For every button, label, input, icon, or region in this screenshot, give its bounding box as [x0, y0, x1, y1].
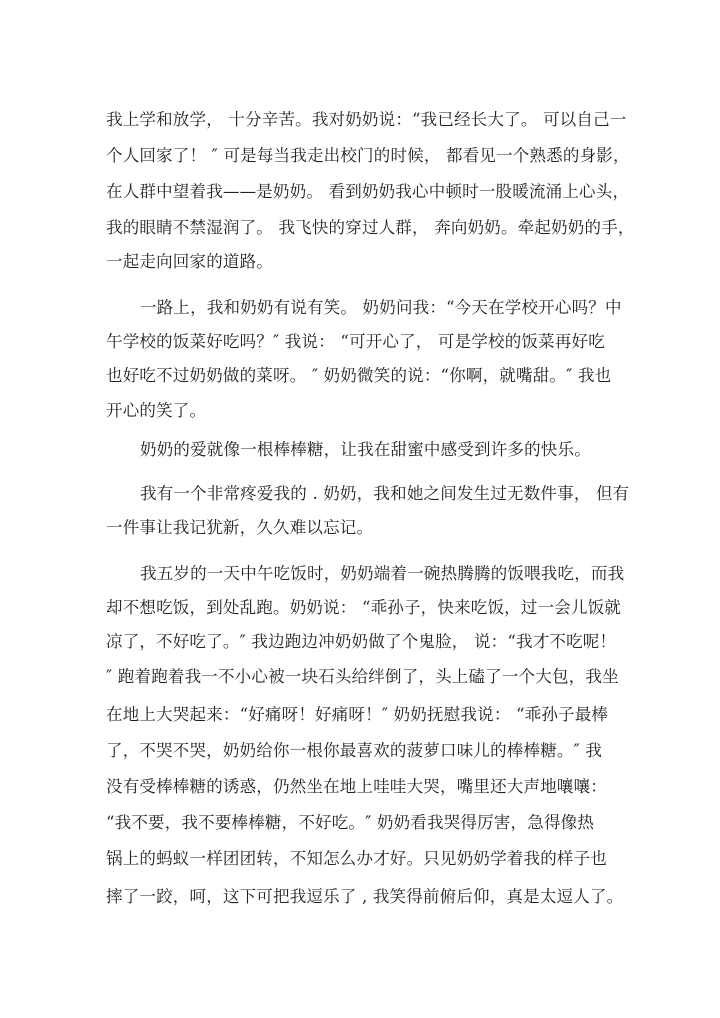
- text-line-5: 一起走向回家的道路。: [106, 252, 273, 271]
- text-line-3: 在人群中望着我——是奶奶。 看到奶奶我心中顿时一股暖流涌上心头，: [106, 182, 630, 201]
- text-line-10: 奶奶的爱就像一根棒棒糖，让我在甜蜜中感受到许多的快乐。: [140, 440, 591, 459]
- text-line-19: 没有受棒棒糖的诱惑，仍然坐在地上哇哇大哭，嘴里还大声地嚷嚷：: [106, 777, 607, 796]
- text-line-12: 一件事让我记犹新，久久难以忘记。: [106, 518, 374, 537]
- text-line-21: 锅上的蚂蚁一样团团转，不知怎么办才好。只见奶奶学着我的样子也: [106, 849, 607, 868]
- text-line-18: 了，不哭不哭，奶奶给你一根你最喜欢的菠萝口味儿的棒棒糖。″ 我: [106, 741, 603, 760]
- text-line-17: 在地上大哭起来：“好痛呀！好痛呀！″ 奶奶抚慰我说： “乖孙子最棒: [106, 705, 609, 724]
- text-line-11: 我有一个非常疼爱我的 . 奶奶，我和她之间发生过无数件事， 但有: [140, 484, 630, 503]
- text-line-2: 个人回家了！ ″ 可是每当我走出校门的时候， 都看见一个熟悉的身影，: [106, 146, 630, 165]
- text-line-20: “我不要，我不要棒棒糖，不好吃。″ 奶奶看我哭得厉害，急得像热: [106, 813, 595, 832]
- text-line-15: 凉了，不好吃了。″ 我边跑边冲奶奶做了个鬼脸， 说：“我才不吃呢！: [106, 632, 617, 651]
- text-line-14: 却不想吃饭，到处乱跑。奶奶说： “乖孙子，快来吃饭，过一会儿饭就: [106, 598, 622, 617]
- text-line-8: 也好吃不过奶奶做的菜呀。 ″ 奶奶微笑的说：“你啊，就嘴甜。″ 我也: [106, 366, 612, 385]
- text-line-6: 一路上，我和奶奶有说有笑。 奶奶问我：“今天在学校开心吗？中: [140, 298, 622, 317]
- text-line-7: 午学校的饭菜好吃吗？″ 我说： “可开心了， 可是学校的饭菜再好吃: [106, 332, 605, 351]
- text-line-13: 我五岁的一天中午吃饭时，奶奶端着一碗热腾腾的饭喂我吃，而我: [140, 564, 625, 583]
- text-line-22: 摔了一跤，呵，这下可把我逗乐了 , 我笑得前俯后仰，真是太逗人了。: [106, 887, 624, 906]
- text-line-1: 我上学和放学， 十分辛苦。我对奶奶说：“我已经长大了。 可以自己一: [106, 110, 627, 129]
- text-line-16: ″ 跑着跑着我一不小心被一块石头给绊倒了，头上磕了一个大包，我坐: [106, 667, 619, 686]
- text-line-4: 我的眼睛不禁湿润了。 我飞快的穿过人群， 奔向奶奶。牵起奶奶的手，: [106, 218, 635, 237]
- text-line-9: 开心的笑了。: [106, 401, 207, 420]
